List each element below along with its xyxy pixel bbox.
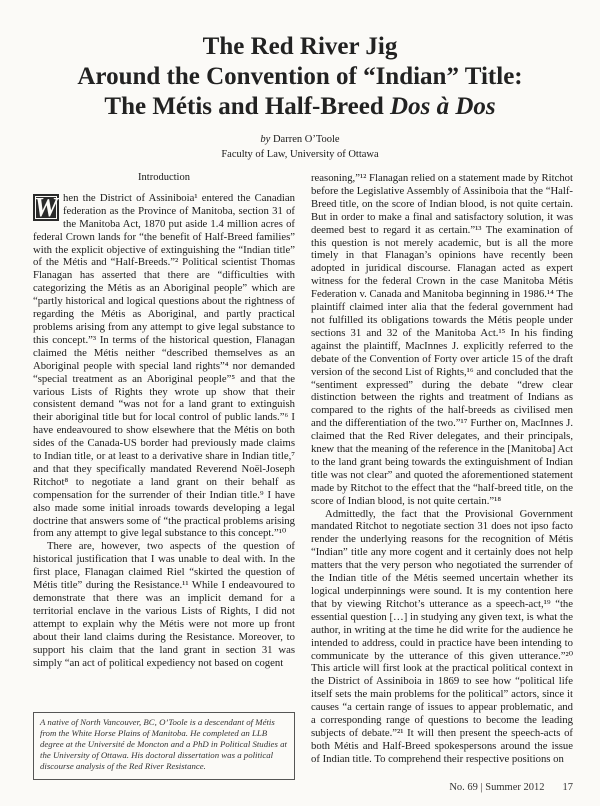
right-column [311, 172, 573, 766]
title-line-3 [0, 92, 600, 122]
page-number: 17 [562, 782, 573, 793]
issue-info: No. 69 | Summer 2012 [449, 782, 545, 793]
drop-cap: W [33, 191, 58, 222]
paragraph: There are, however, two aspects of the question of historical justification that I was unable to deal with. In the first place, Flanagan claimed Riel “skirted the question of Métis title” during the Resistance.¹¹ While I endeavoured to demonstrate that there was an implicit demand for a territorial enclave in the various Lists of Rights, I did not attempt to explain why the Métis were not more up front about their land claims during the Resistance. Moreover, to support his claim that the land grant in section 31 was simply “an act of political expediency not based on cogent [33, 540, 295, 669]
paragraph: Admittedly, the fact that the Provisional Government mandated Ritchot to negotiate section 31 does not ipso facto render the underlying reasons for the recognition of Métis “Indian” title any more cogent and it certainly does not help matters that the very person who negotiated the surrender of the Indian title of the Métis seemed uncertain whether its logical underpinnings were sound. It is my contention here that by viewing Ritchot’s utterance as a speech-act,¹⁹ “the essential question […] in studying any given text, is what the author, in writing at the time he did write for the audience he intended to address, could in practice have been intending to communicate by the utterance of this given utterance.”²⁰ This article will first look at the practical political context in the District of Assiniboia in 1869 to see how “political life itself sets the main problems for the political” actors, since it causes “a certain range of issues to appear problematic, and a corresponding range of questions to become the leading subjects of debate.”²¹ It will then present the speech-acts of both Métis and Half-Breed spokespersons around the issue of Indian title. To comprehend their respective positions on [311, 507, 573, 765]
author-name: Darren O’Toole [272, 134, 340, 145]
paragraph [33, 192, 295, 540]
author-affiliation: Faculty of Law, University of Ottawa [221, 149, 379, 160]
title-line-3-italic: Dos à Dos [390, 93, 496, 120]
byline [0, 132, 600, 162]
page-footer [449, 782, 573, 793]
byline-by: by [260, 134, 271, 145]
left-column [33, 172, 295, 669]
title-line-3-plain: The Métis and Half-Breed [104, 93, 391, 120]
section-heading: Introduction [138, 172, 190, 183]
title-line-2: Around the Convention of “Indian” Title: [77, 63, 523, 90]
paragraph: reasoning,”¹² Flanagan relied on a statement made by Ritchot before the Legislative Assembly of Assiniboia that the “Half-Breed title, on the score of Indian blood, is not quite certain. But in order to make a final and satisfactory solution, it was deemed best to regard it as certain.”¹³ The examination of this question is not merely academic, but is all the more timely in that Flanagan’s opinions have recently been adopted in juridical discourse. Flanagan acted as expert witness for the federal Crown in the case Manitoba Métis Federation v. Canada and Manitoba beginning in 1986.¹⁴ The plaintiff claimed inter alia that the federal government had not fulfilled its obligations towards the Métis people under sections 31 and 32 of the Manitoba Act.¹⁵ In his finding against the plaintiff, MacInnes J. explicitly referred to the debate of the Convention of Forty over article 15 of the draft version of the second List of Rights,¹⁶ and concluded that the “sentiment expressed” during the debate “drew clear distinction between the rights and treatment of Indians as compared to the rights of the half-breeds as civilised men and the differentiation of the two.”¹⁷ Further on, MacInnes J. claimed that the Red River delegates, and their principals, knew that the meaning of the reference in the [Manitoba] Act to the land grant being towards the extinguishment of Indian title was not clear” and quoted the aforementioned statement made by Ritchot to the effect that the “half-breed title, on the score of Indian blood, is not quite certain.”¹⁸ [311, 172, 573, 507]
article-title [0, 32, 600, 122]
author-note: A native of North Vancouver, BC, O’Toole is a descendant of Métis from the White Horse Plains of Manitoba. He completed an LLB degree at the Université de Moncton and a PhD in Political Studies at the University of Ottawa. His doctoral dissertation was a political discourse analysis of the Red River Resistance. [33, 712, 295, 780]
title-line-1: The Red River Jig [202, 33, 398, 60]
paragraph-text: hen the District of Assiniboia¹ entered the Canadian federation as the Province of Manitoba, section 31 of the Manitoba Act, 1870 put aside 1.4 million acres of federal Crown lands for “the benefit of Half-Breed families” with the explicit objective of extinguishing the “Indian title” of the Métis and “Half-Breeds.”² Political scientist Thomas Flanagan has asserted that there are “difficulties with categorizing the Métis as an Aboriginal people” which are “partly historical and logical questions about the rightness of regarding the Métis as Aboriginal, and partly practical problems arising from any attempt to give legal substance to this concept.”³ In terms of the historical question, Flanagan claimed the Métis neither “described themselves as an Aboriginal people with special land rights”⁴ nor demanded “special treatment as an Aboriginal people”⁵ and that the various Lists of Rights they wrote up show that their consistent demand “was not for a land grant to extinguish their aboriginal title but for local control of public lands.”⁶ I have endeavoured to show elsewhere that the Métis on both sides of the Canada-US border had previously made claims to Indian title, or at least to a derivative share in Indian title,⁷ and that they specifically mandated Reverend Noël-Joseph Ritchot⁸ to negotiate a land grant on their behalf as compensation for the surrender of their Indian title.⁹ I have also made some initial inroads towards developing a legal doctrine that answers some of “the practical problems arising from any attempt to give legal substance to this concept.”¹⁰ [33, 191, 295, 540]
